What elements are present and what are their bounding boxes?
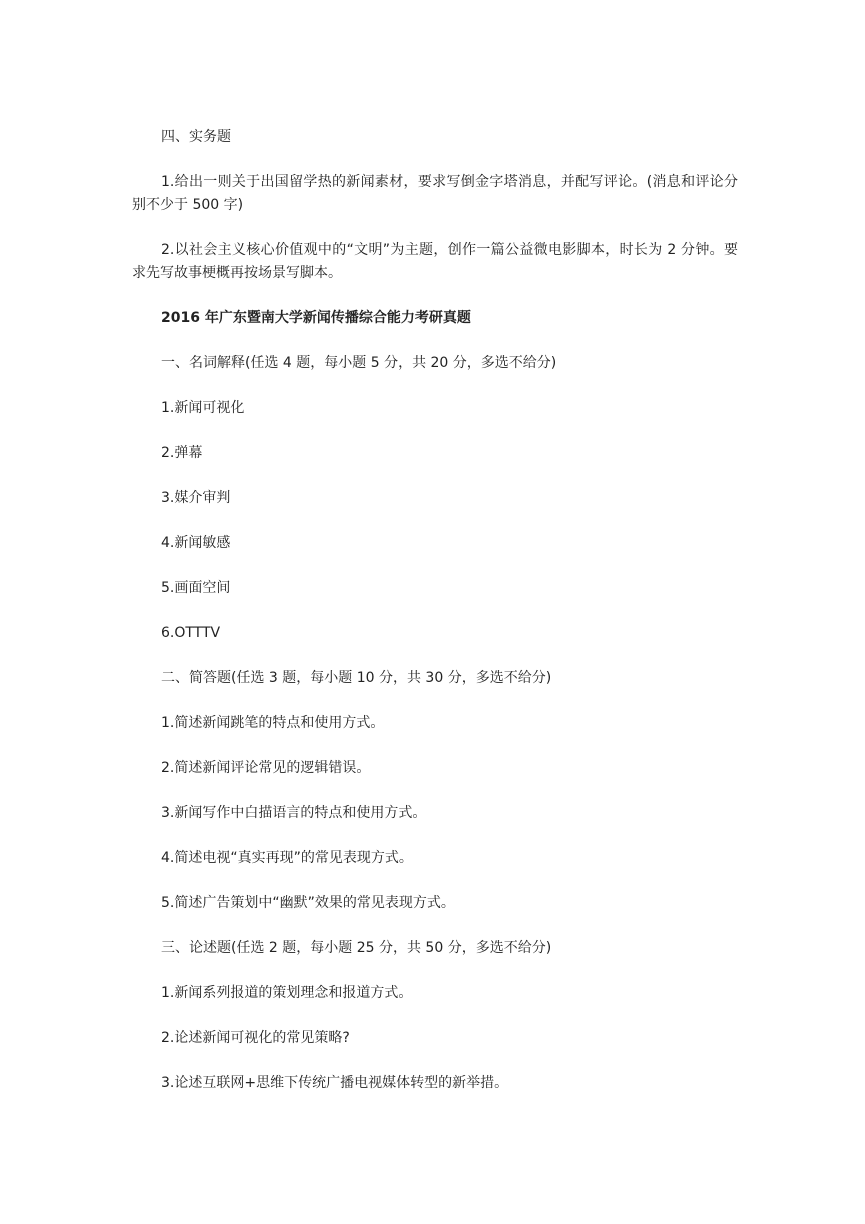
list-item: 5.画面空间 (161, 580, 231, 596)
list-item: 2.弹幕 (161, 445, 203, 461)
list-item: 3.媒介审判 (161, 490, 231, 506)
section-heading-short-answer: 二、简答题(任选 3 题，每小题 10 分，共 30 分，多选不给分) (161, 670, 552, 686)
section-heading-terms: 一、名词解释(任选 4 题，每小题 5 分，共 20 分，多选不给分) (161, 355, 557, 371)
exam-title: 2016 年广东暨南大学新闻传播综合能力考研真题 (161, 310, 471, 326)
question-paragraph: 2.以社会主义核心价值观中的“文明”为主题，创作一篇公益微电影脚本，时长为 2 分钟。要求先写故事梗概再按场景写脚本。 (132, 242, 738, 281)
list-item: 3.新闻写作中白描语言的特点和使用方式。 (161, 805, 427, 821)
list-item: 4.简述电视“真实再现”的常见表现方式。 (161, 850, 413, 866)
list-item: 5.简述广告策划中“幽默”效果的常见表现方式。 (161, 895, 455, 911)
question-paragraph: 1.给出一则关于出国留学热的新闻素材，要求写倒金字塔消息，并配写评论。(消息和评论分别不少于 500 字) (132, 174, 738, 213)
section-heading-practice: 四、实务题 (161, 129, 231, 145)
list-item: 4.新闻敏感 (161, 535, 231, 551)
list-item: 2.简述新闻评论常见的逻辑错误。 (161, 760, 371, 776)
list-item: 1.简述新闻跳笔的特点和使用方式。 (161, 715, 385, 731)
document-body (132, 126, 738, 1117)
list-item: 1.新闻可视化 (161, 400, 245, 416)
section-heading-essay: 三、论述题(任选 2 题，每小题 25 分，共 50 分，多选不给分) (161, 940, 552, 956)
list-item: 2.论述新闻可视化的常见策略? (161, 1030, 350, 1046)
list-item: 1.新闻系列报道的策划理念和报道方式。 (161, 985, 413, 1001)
list-item: 6.OTTTV (161, 625, 221, 641)
list-item: 3.论述互联网+思维下传统广播电视媒体转型的新举措。 (161, 1075, 509, 1091)
